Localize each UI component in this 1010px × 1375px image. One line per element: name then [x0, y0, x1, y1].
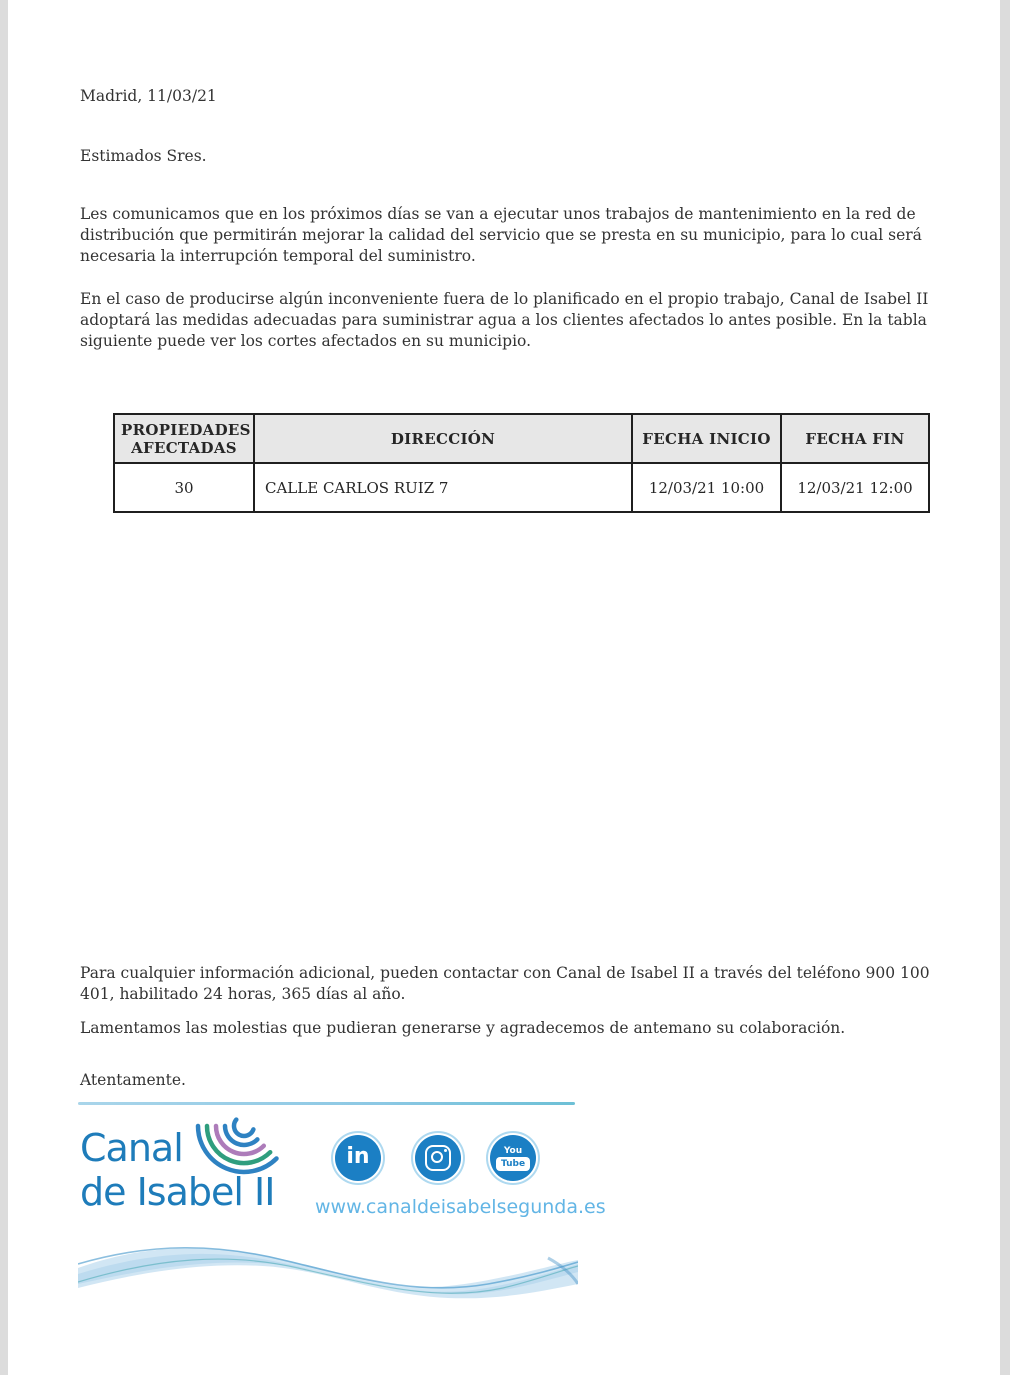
page-edge-right: [1000, 0, 1010, 1375]
youtube-you-text: You: [503, 1145, 523, 1156]
header-direccion: DIRECCIÓN: [254, 414, 632, 463]
website-url: www.canaldeisabelsegunda.es: [315, 1196, 606, 1218]
water-wave-graphic: [78, 1240, 578, 1319]
footer-divider-line: [78, 1102, 575, 1105]
page-edge-left: [0, 0, 8, 1375]
youtube-tube-text: Tube: [496, 1157, 530, 1171]
cell-fecha-inicio: 12/03/21 10:00: [632, 463, 781, 512]
cell-fecha-fin: 12/03/21 12:00: [781, 463, 929, 512]
table-row: [114, 463, 929, 512]
signoff: Atentamente.: [80, 1071, 186, 1089]
youtube-icon: [490, 1135, 536, 1181]
cell-direccion: CALLE CARLOS RUIZ 7: [254, 463, 632, 512]
date-line: Madrid, 11/03/21: [80, 87, 217, 105]
body-paragraph-1: Les comunicamos que en los próximos días se van a ejecutar unos trabajos de mantenimiento en la red de distribución que permitirán mejorar la calidad del servicio que se presta en su municipio, para lo cual será necesaria la interrupción temporal del suministro.: [80, 205, 922, 265]
logo-text-line2: de Isabel II: [80, 1170, 275, 1214]
header-fecha-fin: FECHA FIN: [781, 414, 929, 463]
salutation: Estimados Sres.: [80, 147, 207, 165]
linkedin-in-glyph: in: [346, 1144, 370, 1169]
cell-propiedades-afectadas: 30: [114, 463, 254, 512]
instagram-flash-dot: [444, 1149, 447, 1152]
header-fecha-inicio: FECHA INICIO: [632, 414, 781, 463]
logo-text-line1: Canal: [80, 1126, 183, 1170]
instagram-lens: [431, 1151, 443, 1163]
header-propiedades-afectadas: PROPIEDADES AFECTADAS: [114, 414, 254, 463]
instagram-camera-glyph: [425, 1145, 451, 1171]
youtube-glyph: [496, 1146, 530, 1171]
linkedin-icon: [335, 1135, 381, 1181]
body-paragraph-2: En el caso de producirse algún inconveniente fuera de lo planificado en el propio trabajo, Canal de Isabel II adoptará las medidas adecuadas para suministrar agua a los clientes afectados lo antes posible. En la tabla siguiente puede ver los cortes afectados en su municipio.: [80, 290, 929, 350]
outage-table: [113, 413, 930, 513]
closing-paragraph-2: Lamentamos las molestias que pudieran generarse y agradecemos de antemano su colaboración.: [80, 1019, 846, 1037]
closing-paragraph-1: Para cualquier información adicional, pueden contactar con Canal de Isabel II a través del teléfono 900 100 401, habilitado 24 horas, 365 días al año.: [80, 964, 930, 1003]
instagram-icon: [415, 1135, 461, 1181]
table-header-row: [114, 414, 929, 463]
canal-ripple-arcs-icon: [180, 1116, 290, 1178]
canal-de-isabel-ii-logo: [80, 1126, 274, 1214]
